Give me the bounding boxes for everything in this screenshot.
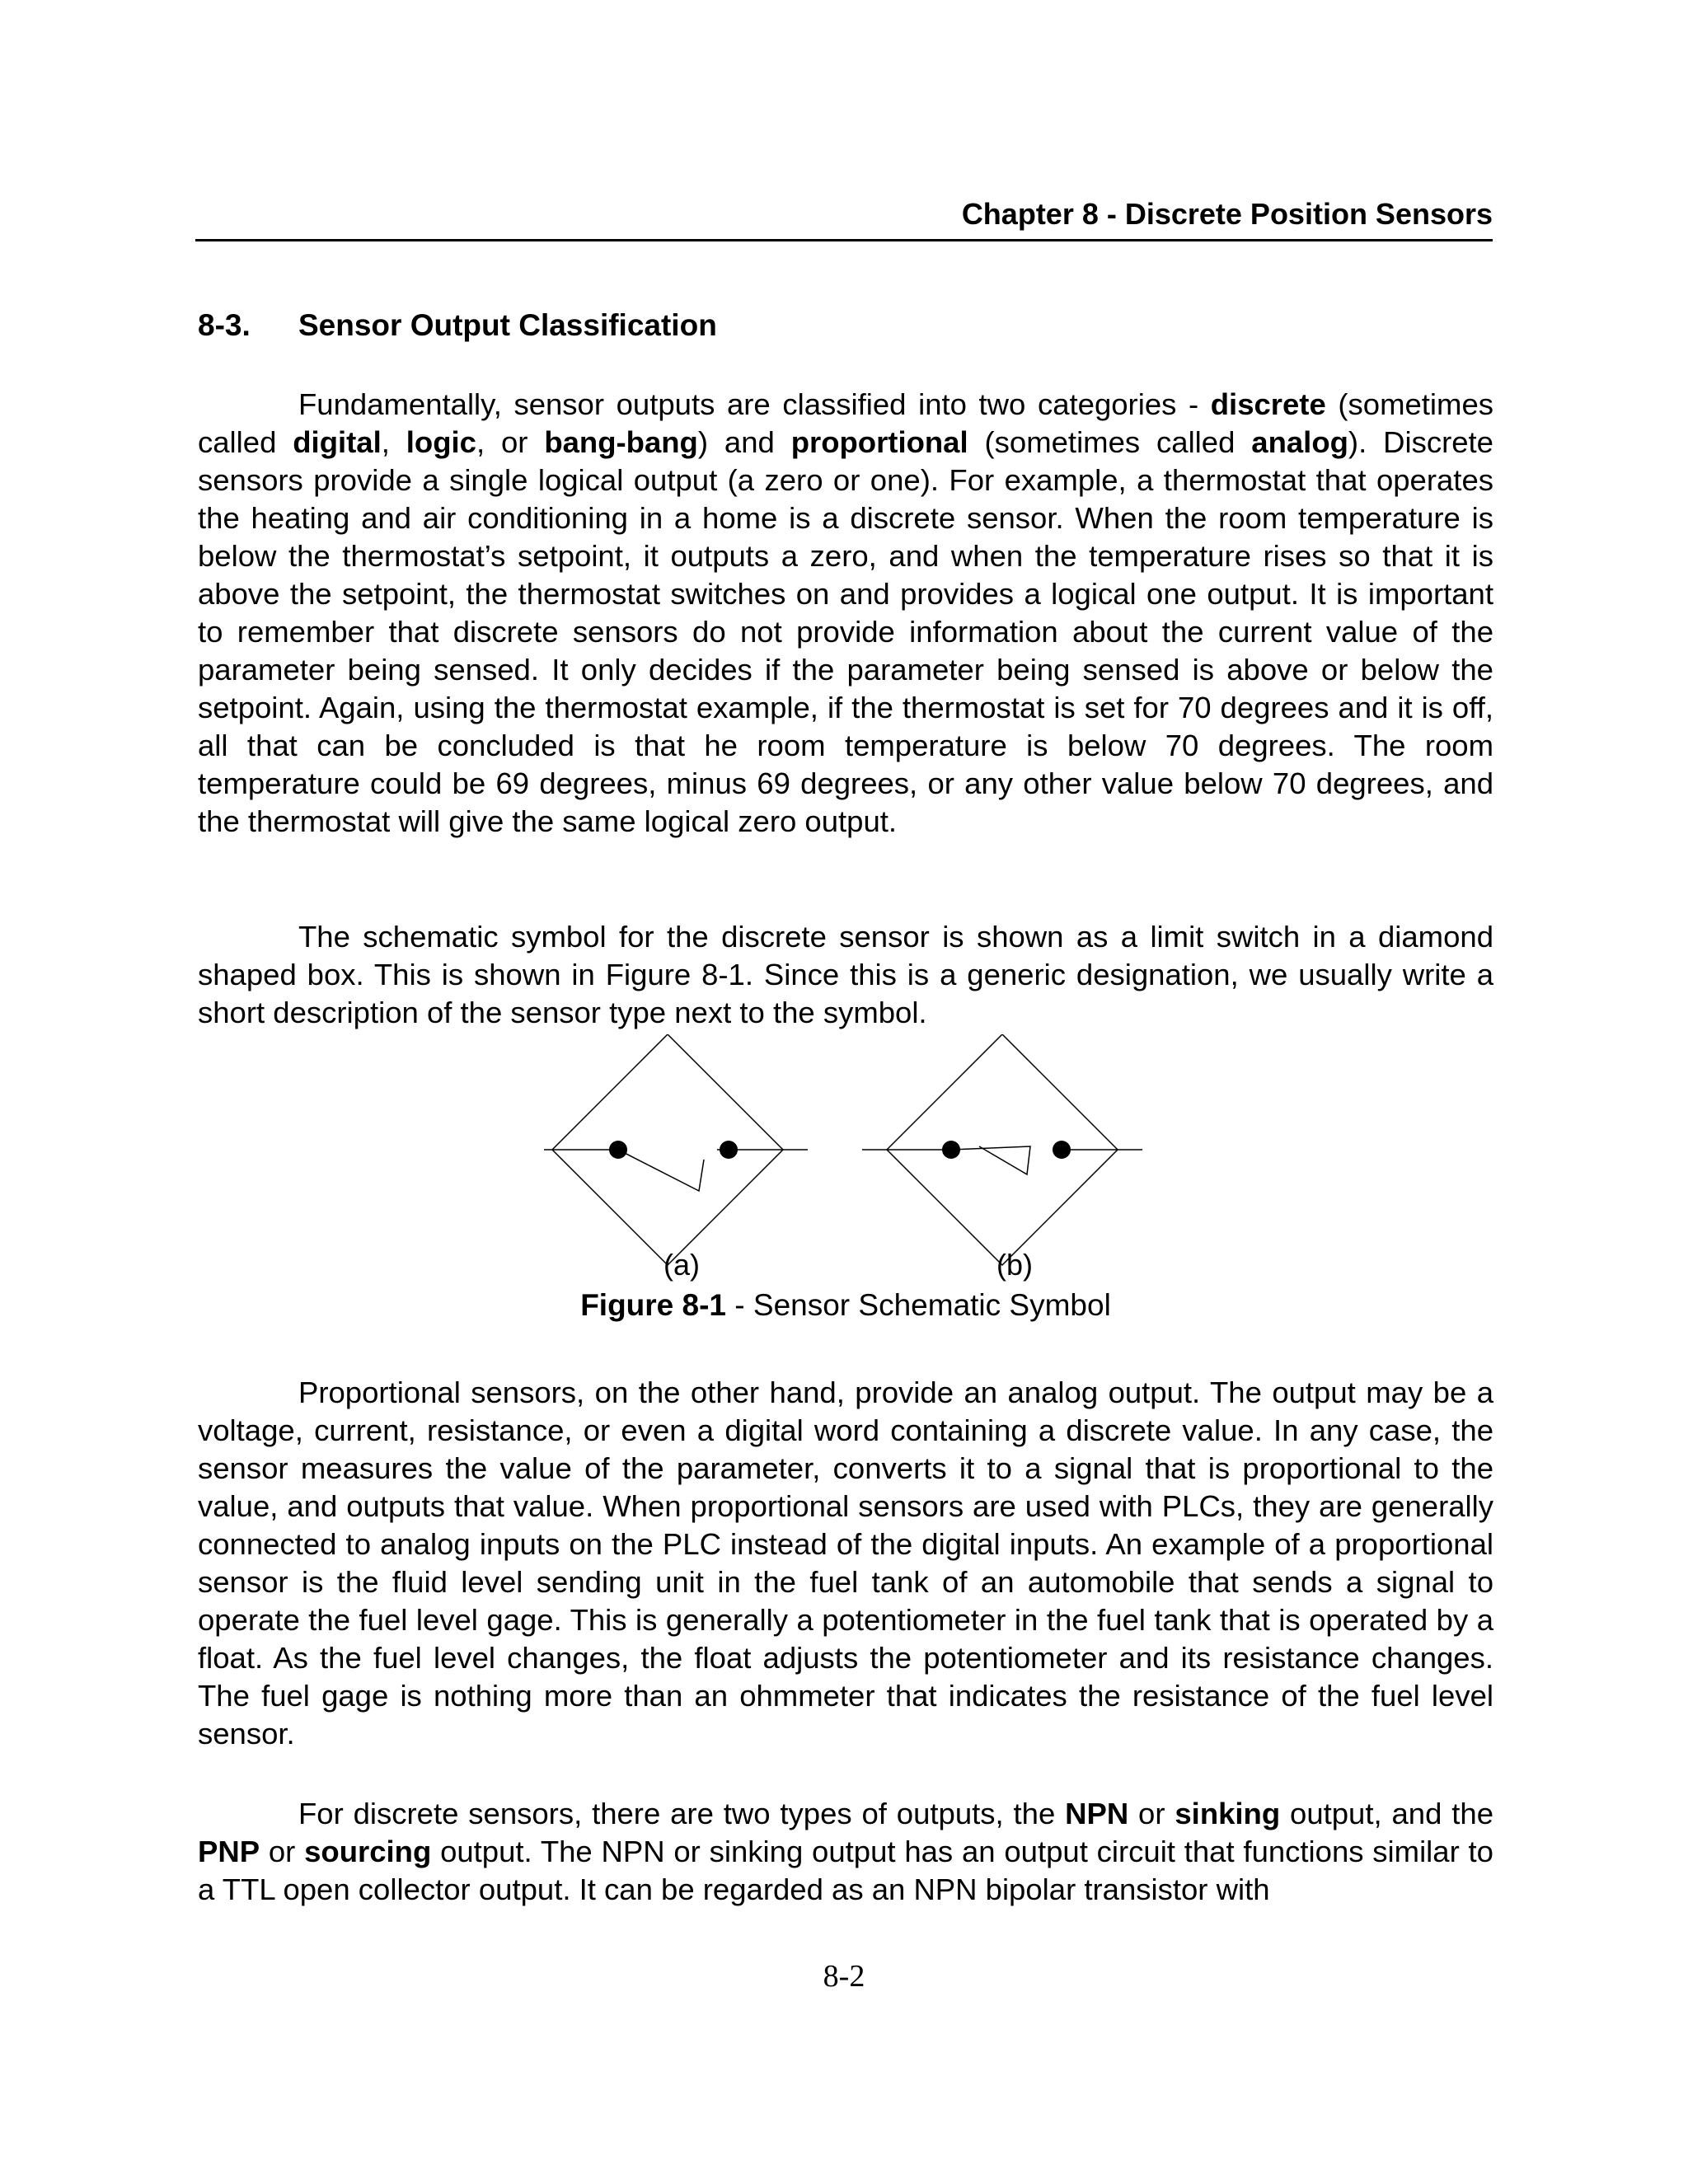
term-pnp: PNP (198, 1835, 260, 1868)
symbol-b (862, 1034, 1142, 1265)
text-run: ). Discrete sensors provide a single logical output (a zero or one). For example, a thermostat that operates the heating and air conditioning in a home is a discrete sensor. When the room temperature is below the thermostat’s setpoint, it outputs a zero, and when the temperature rises so that it is above the setpoint, the thermostat switches on and provides a logical one output. It is important to remember that discrete sensors do not provide information about the current value of the parameter being sensed. It only decides if the parameter being sensed is above or below the setpoint. Again, using the thermostat example, if the thermostat is set for 70 degrees and it is off, all that can be concluded is that he room temperature is below 70 degrees. The room temperature could be 69 degrees, minus 69 degrees, or any other value below 70 degrees, and the thermostat will give the same logical zero output. (198, 425, 1493, 838)
contact-dot-a1 (609, 1141, 627, 1159)
text-run: Proportional sensors, on the other hand, provide an analog output. The output may be a voltage, current, resistance, or even a digital word containing a discrete value. In any case, the sensor measures the value of the parameter, converts it to a signal that is proportional to the value, and outputs that value. When proportional sensors are used with PLCs, they are generally connected to analog inputs on the PLC instead of the digital inputs. An example of a proportional sensor is the fluid level sending unit in the fuel tank of an automobile that sends a signal to operate the fuel level gage. This is generally a potentiometer in the fuel tank that is operated by a float. As the fuel level changes, the float adjusts the potentiometer and its resistance changes. The fuel gage is nothing more than an ohmmeter that indicates the resistance of the fuel level sensor. (198, 1376, 1493, 1750)
section-number: 8-3. (198, 308, 251, 342)
symbol-a (544, 1034, 808, 1265)
term-bang-bang: bang-bang (544, 425, 698, 459)
term-sourcing: sourcing (304, 1835, 432, 1868)
figure-caption-text: - Sensor Schematic Symbol (726, 1288, 1111, 1322)
text-run: output, and the (1280, 1797, 1493, 1830)
figure-label-b: (b) (996, 1248, 1033, 1282)
contact-dot-b1 (942, 1141, 960, 1159)
section-title: Sensor Output Classification (298, 308, 717, 342)
term-sinking: sinking (1175, 1797, 1281, 1830)
header-rule (195, 239, 1493, 241)
paragraph-classification (198, 386, 1493, 841)
term-analog: analog (1251, 425, 1348, 459)
text-run: or (1128, 1797, 1175, 1830)
paragraph-schematic-symbol (198, 918, 1493, 1032)
text-run: , (381, 425, 406, 459)
paragraph-output-types (198, 1795, 1493, 1909)
text-run: The schematic symbol for the discrete sensor is shown as a limit switch in a diamond shaped box. This is shown in Figure 8-1. Since this is a generic designation, we usually write a short description of the sensor type next to the symbol. (198, 920, 1493, 1029)
text-run: or (260, 1835, 305, 1868)
term-discrete: discrete (1210, 387, 1326, 421)
switch-arm-b (951, 1146, 1030, 1174)
text-run: (sometimes called (968, 425, 1252, 459)
text-run: ) and (697, 425, 791, 459)
text-run: For discrete sensors, there are two types of outputs, the (298, 1797, 1066, 1830)
section-heading (198, 308, 717, 343)
contact-dot-b2 (1053, 1141, 1071, 1159)
contact-dot-a2 (720, 1141, 738, 1159)
switch-arm-a (618, 1150, 704, 1191)
sensor-schematic-figure (544, 1034, 1154, 1282)
term-proportional: proportional (790, 425, 968, 459)
figure-label-a: (a) (663, 1248, 700, 1282)
term-digital: digital (293, 425, 382, 459)
text-run: output. The NPN or sinking output has an output circuit that functions similar to a TTL open collector output. It can be regarded as an NPN bipolar transistor with (198, 1835, 1493, 1906)
term-logic: logic (406, 425, 476, 459)
text-run: , or (476, 425, 545, 459)
chapter-header: Chapter 8 - Discrete Position Sensors (961, 197, 1493, 231)
text-run: Fundamentally, sensor outputs are classified into two categories - (298, 387, 1211, 421)
page-number: 8-2 (823, 1959, 865, 1994)
paragraph-proportional (198, 1374, 1493, 1753)
term-npn: NPN (1065, 1797, 1129, 1830)
figure-caption (198, 1288, 1493, 1323)
figure-number: Figure 8-1 (580, 1288, 727, 1322)
text-run: (sometimes called (198, 387, 1493, 459)
